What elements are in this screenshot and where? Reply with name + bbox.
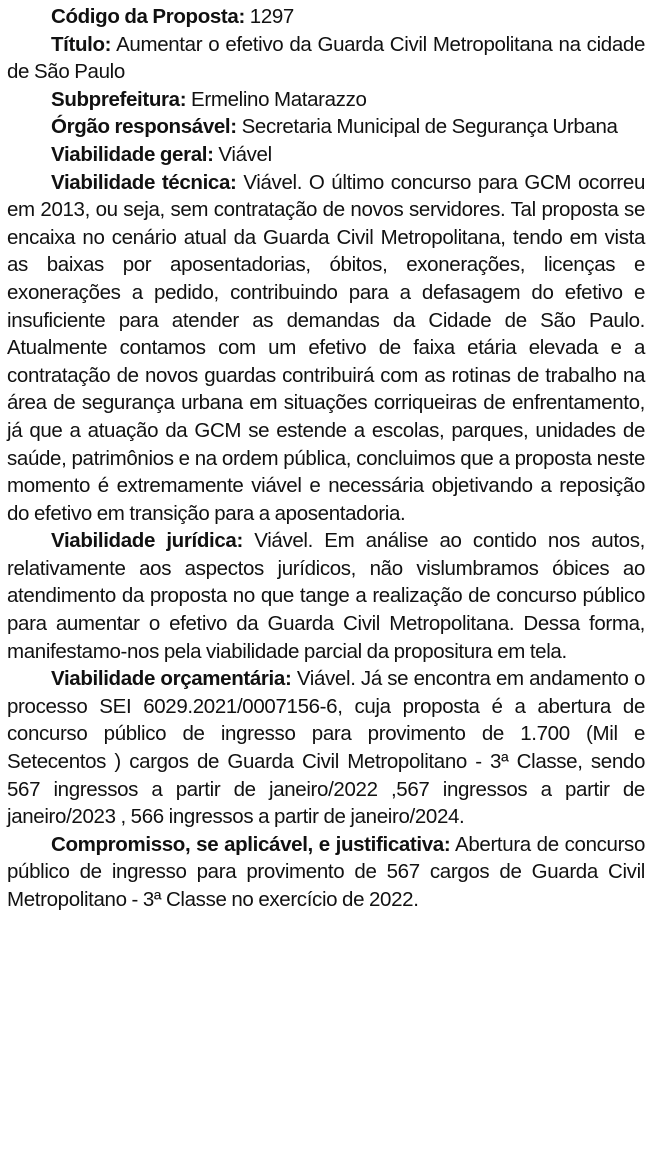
field-value: 1297 (244, 5, 294, 28)
field-label: Título: (51, 32, 112, 56)
field-value: Aumentar o efetivo da Guarda Civil Metropolitana na cidade de São Paulo (7, 32, 645, 84)
field-subprefeitura (7, 86, 645, 114)
field-orgao-responsavel (7, 113, 645, 141)
field-value: Ermelino Matarazzo (186, 87, 367, 111)
field-titulo (7, 31, 645, 86)
field-value: Viável. O último concurso para GCM ocorreu em 2013, ou seja, sem contratação de novos servidores. Tal proposta se encaixa no cenário atual da Guarda Civil Metropolitana, tendo em vista as baixas por aposentadorias, óbitos, exonerações, licenças e exonerações a pedido, contribuindo para a defasagem do efetivo e insuficiente para atender as demandas da Cidade de São Paulo. Atualmente contamos com um efetivo de faixa etária elevada e a contratação de novos guardas contribuirá com as rotinas de trabalho na área de segurança urbana em situações corriqueiras de enfrentamento, já que a atuação da GCM se estende a escolas, parques, unidades de saúde, patrimônios e na ordem pública, concluimos que a proposta neste momento é extremamente viável e necessária objetivando a reposição do efetivo em transição para a aposentadoria. (7, 170, 646, 525)
field-value: Viável (213, 142, 272, 166)
field-label: Viabilidade técnica: (51, 170, 237, 194)
field-label: Órgão responsável: (51, 115, 237, 139)
field-label: Compromisso, se aplicável, e justificativa: (51, 832, 451, 856)
proposal-document (7, 0, 645, 914)
field-label: Código da Proposta: (51, 5, 245, 28)
field-value: Viável. Já se encontra em andamento o processo SEI 6029.2021/0007156-6, cuja proposta é a abertura de concurso público de ingresso para provimento de 1.700 (Mil e Setecentos ) cargos de Guarda Civil Metropolitano - 3ª Classe, sendo 567 ingressos a partir de janeiro/2022 ,567 ingressos a partir de janeiro/2023 , 566 ingressos a partir de janeiro/2024. (7, 667, 645, 829)
field-value: Secretaria Municipal de Segurança Urbana (236, 115, 618, 139)
field-label: Viabilidade jurídica: (51, 529, 243, 553)
field-viabilidade-geral (7, 141, 645, 169)
field-label: Viabilidade orçamentária: (51, 667, 292, 691)
field-label: Viabilidade geral: (51, 142, 214, 166)
field-codigo-proposta (7, 3, 645, 31)
field-label: Subprefeitura: (51, 87, 187, 111)
field-viabilidade-orcamentaria (7, 665, 645, 831)
field-compromisso-justificativa (7, 831, 645, 914)
field-viabilidade-juridica (7, 527, 645, 665)
field-viabilidade-tecnica (7, 169, 645, 528)
field-value: Abertura de concurso público de ingresso para provimento de 567 cargos de Guarda Civil Metropolitano - 3ª Classe no exercício de 2022. (7, 832, 645, 911)
field-value: Viável. Em análise ao contido nos autos, relativamente aos aspectos jurídicos, não vislumbramos óbices ao atendimento da proposta no que tange a realização de concurso público para aumentar o efetivo da Guarda Civil Metropolitana. Dessa forma, manifestamo-nos pela viabilidade parcial da propositura em tela. (7, 529, 645, 663)
